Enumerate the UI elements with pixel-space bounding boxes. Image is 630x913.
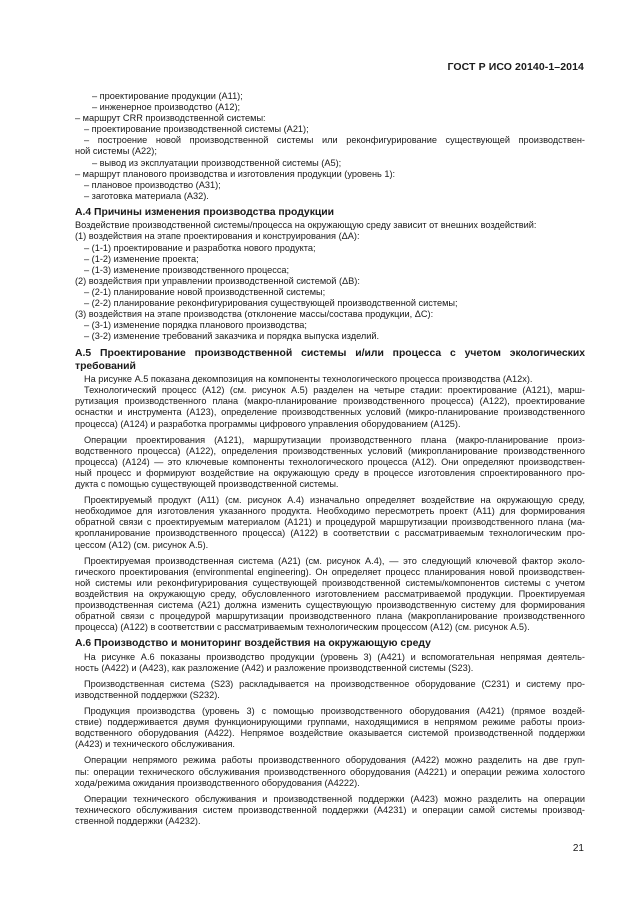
text-line: (2) воздействия при управлении производственной системой (ΔB): [75,275,360,286]
section-heading-a4: А.4 Причины изменения производства продукции [75,206,335,218]
section-a6-body [75,652,585,827]
text-line: цессом (A12) (см. рисунок А.5). [75,539,209,550]
text-line: (1) воздействия на этапе проектирования и конструирования (ΔA): [75,231,360,242]
text-line: процесса) (A124) и разработка программы цифрового управления оборудованием (A125). [75,418,461,429]
text-line: ной системы или реконфигурирования существующей производственной системы/компонентов системы с учетом [75,577,585,588]
list-item: – (1-1) проектирование и разработка нового продукта; [84,242,316,253]
list-item: – (3-1) изменение порядка планового производства; [84,320,307,331]
text-line: оснастки и инструмента (A123), определение производственных условий (микро-планирование производственного [75,407,585,418]
text-line: Продукция производства (уровень 3) с помощью производственного оборудования (A421) (прямое воздей- [84,706,585,717]
page-content [75,91,585,827]
text-line: Воздействие производственной системы/процесса на окружающую среду зависит от внешних воздействий: [75,220,537,231]
list-item: – маршрут CRR производственной системы: [75,113,266,124]
list-item: – построение новой производственной системы или реконфигурирование существующей производствен- [84,135,585,146]
section-a5-body [75,374,585,633]
text-line: На рисунке А.5 показана декомпозиция на компоненты технологического процесса производства (A12x). [84,374,533,385]
text-line: пы: операции технического обслуживания производственного оборудования (A4221) и операции режима холостого [75,766,585,777]
list-item: – вывод из эксплуатации производственной системы (A5); [92,157,342,168]
list-item: – инженерное производство (A12); [92,102,241,113]
text-line: Проектируемая производственная система (A21) (см. рисунок А.4), — это следующий ключевой фактор эколо- [84,555,585,566]
text-line: обратной связи с проектируемым материалом (A121) и процедурой маршрутизации производственного плана (ма- [75,517,585,528]
heading-line: А.5 Проектирование производственной системы и/или процесса с учетом экологических [75,348,585,360]
list-item: – проектирование производственной системы (A21); [84,124,309,135]
text-line: ствие) поддерживается двумя функционирующими группами, находящимися в непрямом режиме работы произ- [75,717,585,728]
text-line: водственного оборудования (A422). Непрямое воздействие оказывается системой производственной поддержки [75,728,585,739]
section-heading-a6: А.6 Производство и мониторинг воздействия на окружающую среду [75,638,431,650]
list-item: – (2-2) планирование реконфигурирования существующей производственной системы; [84,298,458,308]
text-line: ность (A422) и (A423), как разложение (A42) и разложение производственной системы (S23). [75,662,474,673]
text-line: хода/режима ожидания производственного оборудования (A4222). [75,777,360,788]
text-line: Операции технического обслуживания и производственной поддержки (A423) можно разделить на операции [84,793,585,804]
text-line: водственного процесса) (A122), определения производственных условий (микропланирование производственного [75,445,585,456]
text-line: обратной связи с процедурой маршрутизации производственного плана (макропланирование производственного [75,611,585,622]
text-line: изводственной поддержки (S232). [75,689,220,700]
text-line: Операции непрямого режима работы производственного оборудования (A422) можно разделить на две груп- [84,755,585,766]
list-item: – (1-2) изменение проекта; [84,253,199,264]
text-line: Производственная система (S23) раскладывается на производственное оборудование (C231) и систему про- [84,678,585,689]
text-line: необходимое для изготовления указанного продукта. Необходимо пересмотреть проект (A11) для формирования [75,506,585,517]
text-line: ный процесс и формируют воздействие на окружающую среду в процессе изготовления спроектированного про- [75,467,585,478]
heading-line: требований [75,360,136,372]
text-line: гического проектирования (environmental engineering). Он определяет процесс планирования новой производствен- [75,566,585,577]
text-line: (3) воздействия на этапе производства (отклонение массы/состава продукции, ΔC): [75,309,434,320]
text-line: воздействия на окружающую среду, обусловленного изготовлением рассматриваемой продукции. Проектируемая [75,588,585,599]
text-line: (A423) и технического обслуживания. [75,739,235,750]
text-line: дукта с помощью существующей производственной системы. [75,479,339,490]
top-list [75,91,585,202]
list-item: – (2-1) планирование новой производственной системы; [84,286,326,297]
text-line: На рисунке А.6 показаны производство продукции (уровень 3) (A421) и вспомогательная непрямая деятель- [84,651,585,662]
text-line: Технологический процесс (A12) (см. рисунок А.5) разделен на четыре стадии: проектирование (A121), марш- [84,385,585,396]
list-item: – (3-2) изменение требований заказчика и порядка выпуска изделий. [84,331,380,342]
text-line: Проектируемый продукт (A11) (см. рисунок А.4) изначально определяет воздействие на окружающую среду, [84,495,585,506]
list-item: – проектирование продукции (A11); [92,91,243,101]
list-item: – маршрут планового производства и изготовления продукции (уровень 1): [75,168,396,179]
list-item: – заготовка материала (A32). [84,190,209,201]
standard-header: ГОСТ Р ИСО 20140-1–2014 [447,61,584,73]
page-number: 21 [572,843,584,854]
list-item: – плановое производство (A31); [84,179,221,190]
section-heading-a5 [75,348,585,373]
list-item: – (1-3) изменение производственного процесса; [84,264,290,275]
text-line: Операции проектирования (A121), маршрутизации производственного плана (макро-планирование произ- [84,434,585,445]
text-line: процесса) (A124) — это ключевые компоненты технологического процесса (A12). Они определяют производствен- [75,456,585,467]
text-line: технического обслуживания систем производственной поддержки (A4231) и операции самой системы производ- [75,804,585,815]
text-line: ственной поддержки (A4232). [75,815,201,826]
text-line: производственная система (A21) должна изменить существующую производственную систему для формирования [75,599,585,610]
text-line: процесса) (A122) в соответствии с рассматриваемым технологическим процессом (A12) (см. рисунок А.5). [75,622,530,633]
list-item-continuation: ной системы (A22); [75,146,157,157]
section-a4-body [75,220,585,342]
text-line: кропланирование производственного процесса) (A122) в соответствии с рассматриваемым технологическим про- [75,528,585,539]
text-line: рутизация производственного плана (макро-планирование производственного процесса) (A122), проектирование [75,396,585,407]
